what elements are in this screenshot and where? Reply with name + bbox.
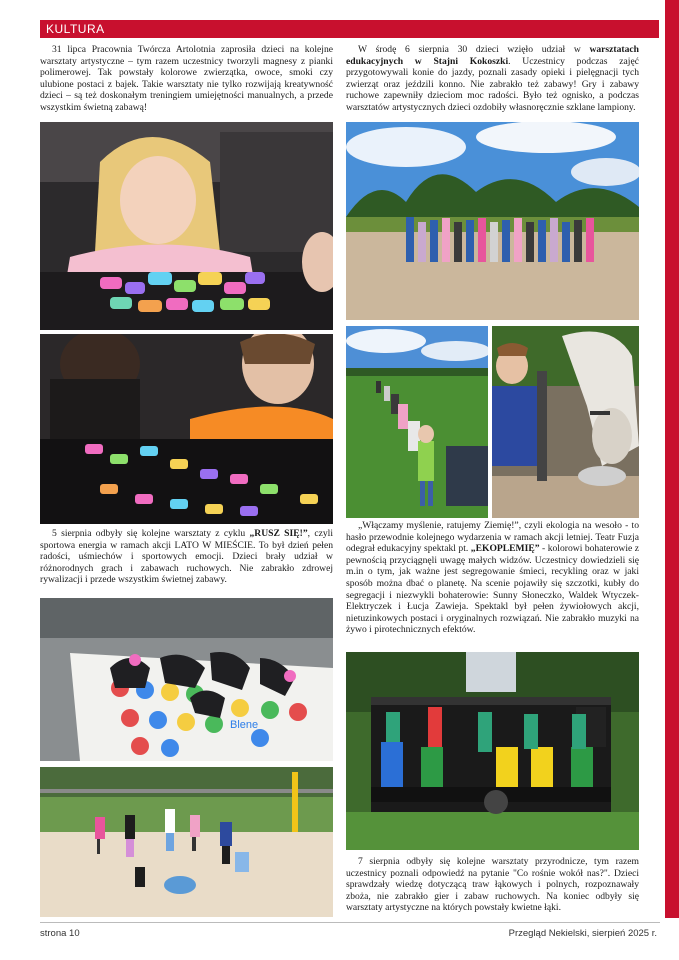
section-header <box>40 20 659 38</box>
photo-beach-volleyball <box>40 767 333 917</box>
photo-twister-game <box>40 598 333 761</box>
photo-boy-horse <box>492 326 639 518</box>
page-number: strona 10 <box>40 928 80 939</box>
section-title: KULTURA <box>46 22 105 36</box>
publication-info: Przegląd Nekielski, sierpień 2025 r. <box>508 928 657 939</box>
article-magnets: 31 lipca Pracownia Twórcza Artolotnia zaprosiła dzieci na kolejne warsztaty artystyczne – tym razem uczestnicy tworzyli magnesy z pianki polimerowej. Tak powstały kolorowe zwierzątka, owoce, smoki czy ulubione postaci z bajek. Takie warsztaty nie tylko rozwijają kreatywność dzieci – są też doskonałym treningiem umiejętności manualnych, a przede wszystkim świetną zabawą! <box>40 44 333 113</box>
article-rusz-sie: 5 sierpnia odbyły się kolejne warsztaty z cyklu „RUSZ SIĘ!”, czyli sportowa energia w ramach akcji LATO W MIEŚCIE. To był dzień pełen radości, uśmiechów i sportowych emocji. Dzieci brały udział w różnorodnych grach i zabawach ruchowych. Nie zabrakło zdrowej rywalizacji i przede wszystkim świetnej zabawy. <box>40 528 333 586</box>
footer-divider <box>40 922 660 923</box>
photo-boy-magnets <box>40 334 333 524</box>
article-nature: 7 sierpnia odbyły się kolejne warsztaty przyrodnicze, tym razem uczestnicy poznali odpowiedź na pytanie "Co rośnie wokół nas?". Dzieci sprawdzały wiedzę dotyczącą traw łąkowych i polnych, rozpoznawały zboża, nie zabrakło gier i zabaw ruchowych. Na koniec odbyły się warsztaty artystyczne na których powstały kwietne łąki. <box>346 856 639 914</box>
photo-theatre-stage <box>346 652 639 850</box>
article-ekoplemie: „Włączamy myślenie, ratujemy Ziemię!”, czyli ekologia na wesoło - to hasło przewodnie kolejnego wydarzenia w ramach akcji letniej. Teatr Fuzja odegrał edukacyjny spektakl pt. „EKOPLEMIĘ” - kolorowi bohaterowie z pewnością przyciągnęli uwagę małych widzów. Uczestnicy dowiedzieli się m.in o tym, jak ważne jest segregowanie śmieci, recykling oraz w jaki sposób można dbać o planetę. Na scenie pojawiły się szczotki, kubły do segregacji i niezwykli bohaterowie: Sunny Słoneczko, Waldek Wtyczek-Elektryczek i Łucja Zawieja. Spektakl był pełen żywiołowych akcji, nietuzinkowych postaci i oryginalnych rozwiązań. Nie zabrakło muzyki na żywo i pirotechnicznych efektów. <box>346 520 640 636</box>
photo-stable-group <box>346 122 639 320</box>
article-stable: W środę 6 sierpnia 30 dzieci wzięło udział w warsztatach edukacyjnych w Stajni Kokoszki. Uczestnicy podczas zajęć przygotowywali konie do jazdy, poznali zasady opieki i pielęgnacji tych zwierząt oraz jeździli konno. Nie zabrakło też zabawy! Gry i zabawy ruchowe zapewniły dzieciom moc radości. Było też ognisko, a podczas warsztatów artystycznych dzieci ozdobiły własnoręcznie szklane lampiony. <box>346 44 639 113</box>
twister-mat-text: Blene <box>230 719 259 731</box>
photo-girl-magnets <box>40 122 333 330</box>
photo-kids-field-line <box>346 326 488 518</box>
side-accent-bar <box>665 0 679 918</box>
